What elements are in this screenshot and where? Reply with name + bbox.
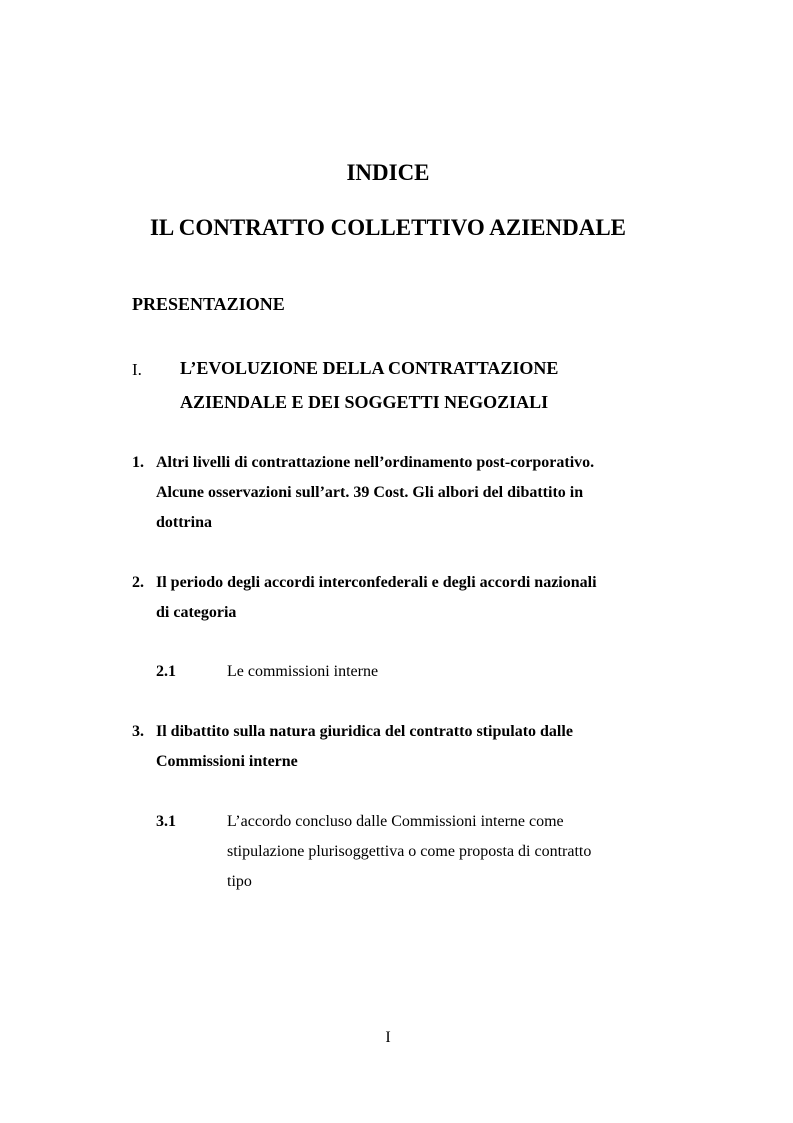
section-2-number: 2. [132, 574, 144, 591]
toc-presentation: PRESENTAZIONE [132, 294, 285, 314]
page-number: I [385, 1029, 391, 1046]
chapter-title-line-1: L’EVOLUZIONE DELLA CONTRATTAZIONE [180, 358, 559, 378]
section-3-line-2: Commissioni interne [156, 753, 298, 770]
book-title: IL CONTRATTO COLLETTIVO AZIENDALE [149, 215, 627, 240]
chapter-title-line-2: AZIENDALE E DEI SOGGETTI NEGOZIALI [180, 392, 549, 412]
index-title: INDICE [346, 160, 430, 185]
section-2-line-1: Il periodo degli accordi interconfederali e degli accordi nazionali [156, 574, 597, 591]
subsection-3-1-number: 3.1 [156, 813, 176, 830]
subsection-2-1-number: 2.1 [156, 663, 176, 680]
section-3-line-1: Il dibattito sulla natura giuridica del contratto stipulato dalle [156, 723, 573, 740]
section-1-line-3: dottrina [156, 514, 212, 531]
subsection-3-1-line-3: tipo [227, 873, 252, 890]
subsection-2-1-line-1: Le commissioni interne [227, 663, 379, 680]
section-2-line-2: di categoria [156, 604, 237, 621]
section-1-number: 1. [132, 454, 144, 471]
chapter-number: I. [132, 360, 142, 379]
subsection-3-1-line-2: stipulazione plurisoggettiva o come proposta di contratto [227, 843, 592, 860]
section-3-number: 3. [132, 723, 144, 740]
subsection-3-1-line-1: L’accordo concluso dalle Commissioni interne come [227, 813, 564, 830]
section-1-line-1: Altri livelli di contrattazione nell’ordinamento post-corporativo. [156, 454, 595, 471]
section-1-line-2: Alcune osservazioni sull’art. 39 Cost. Gli albori del dibattito in [156, 484, 584, 501]
